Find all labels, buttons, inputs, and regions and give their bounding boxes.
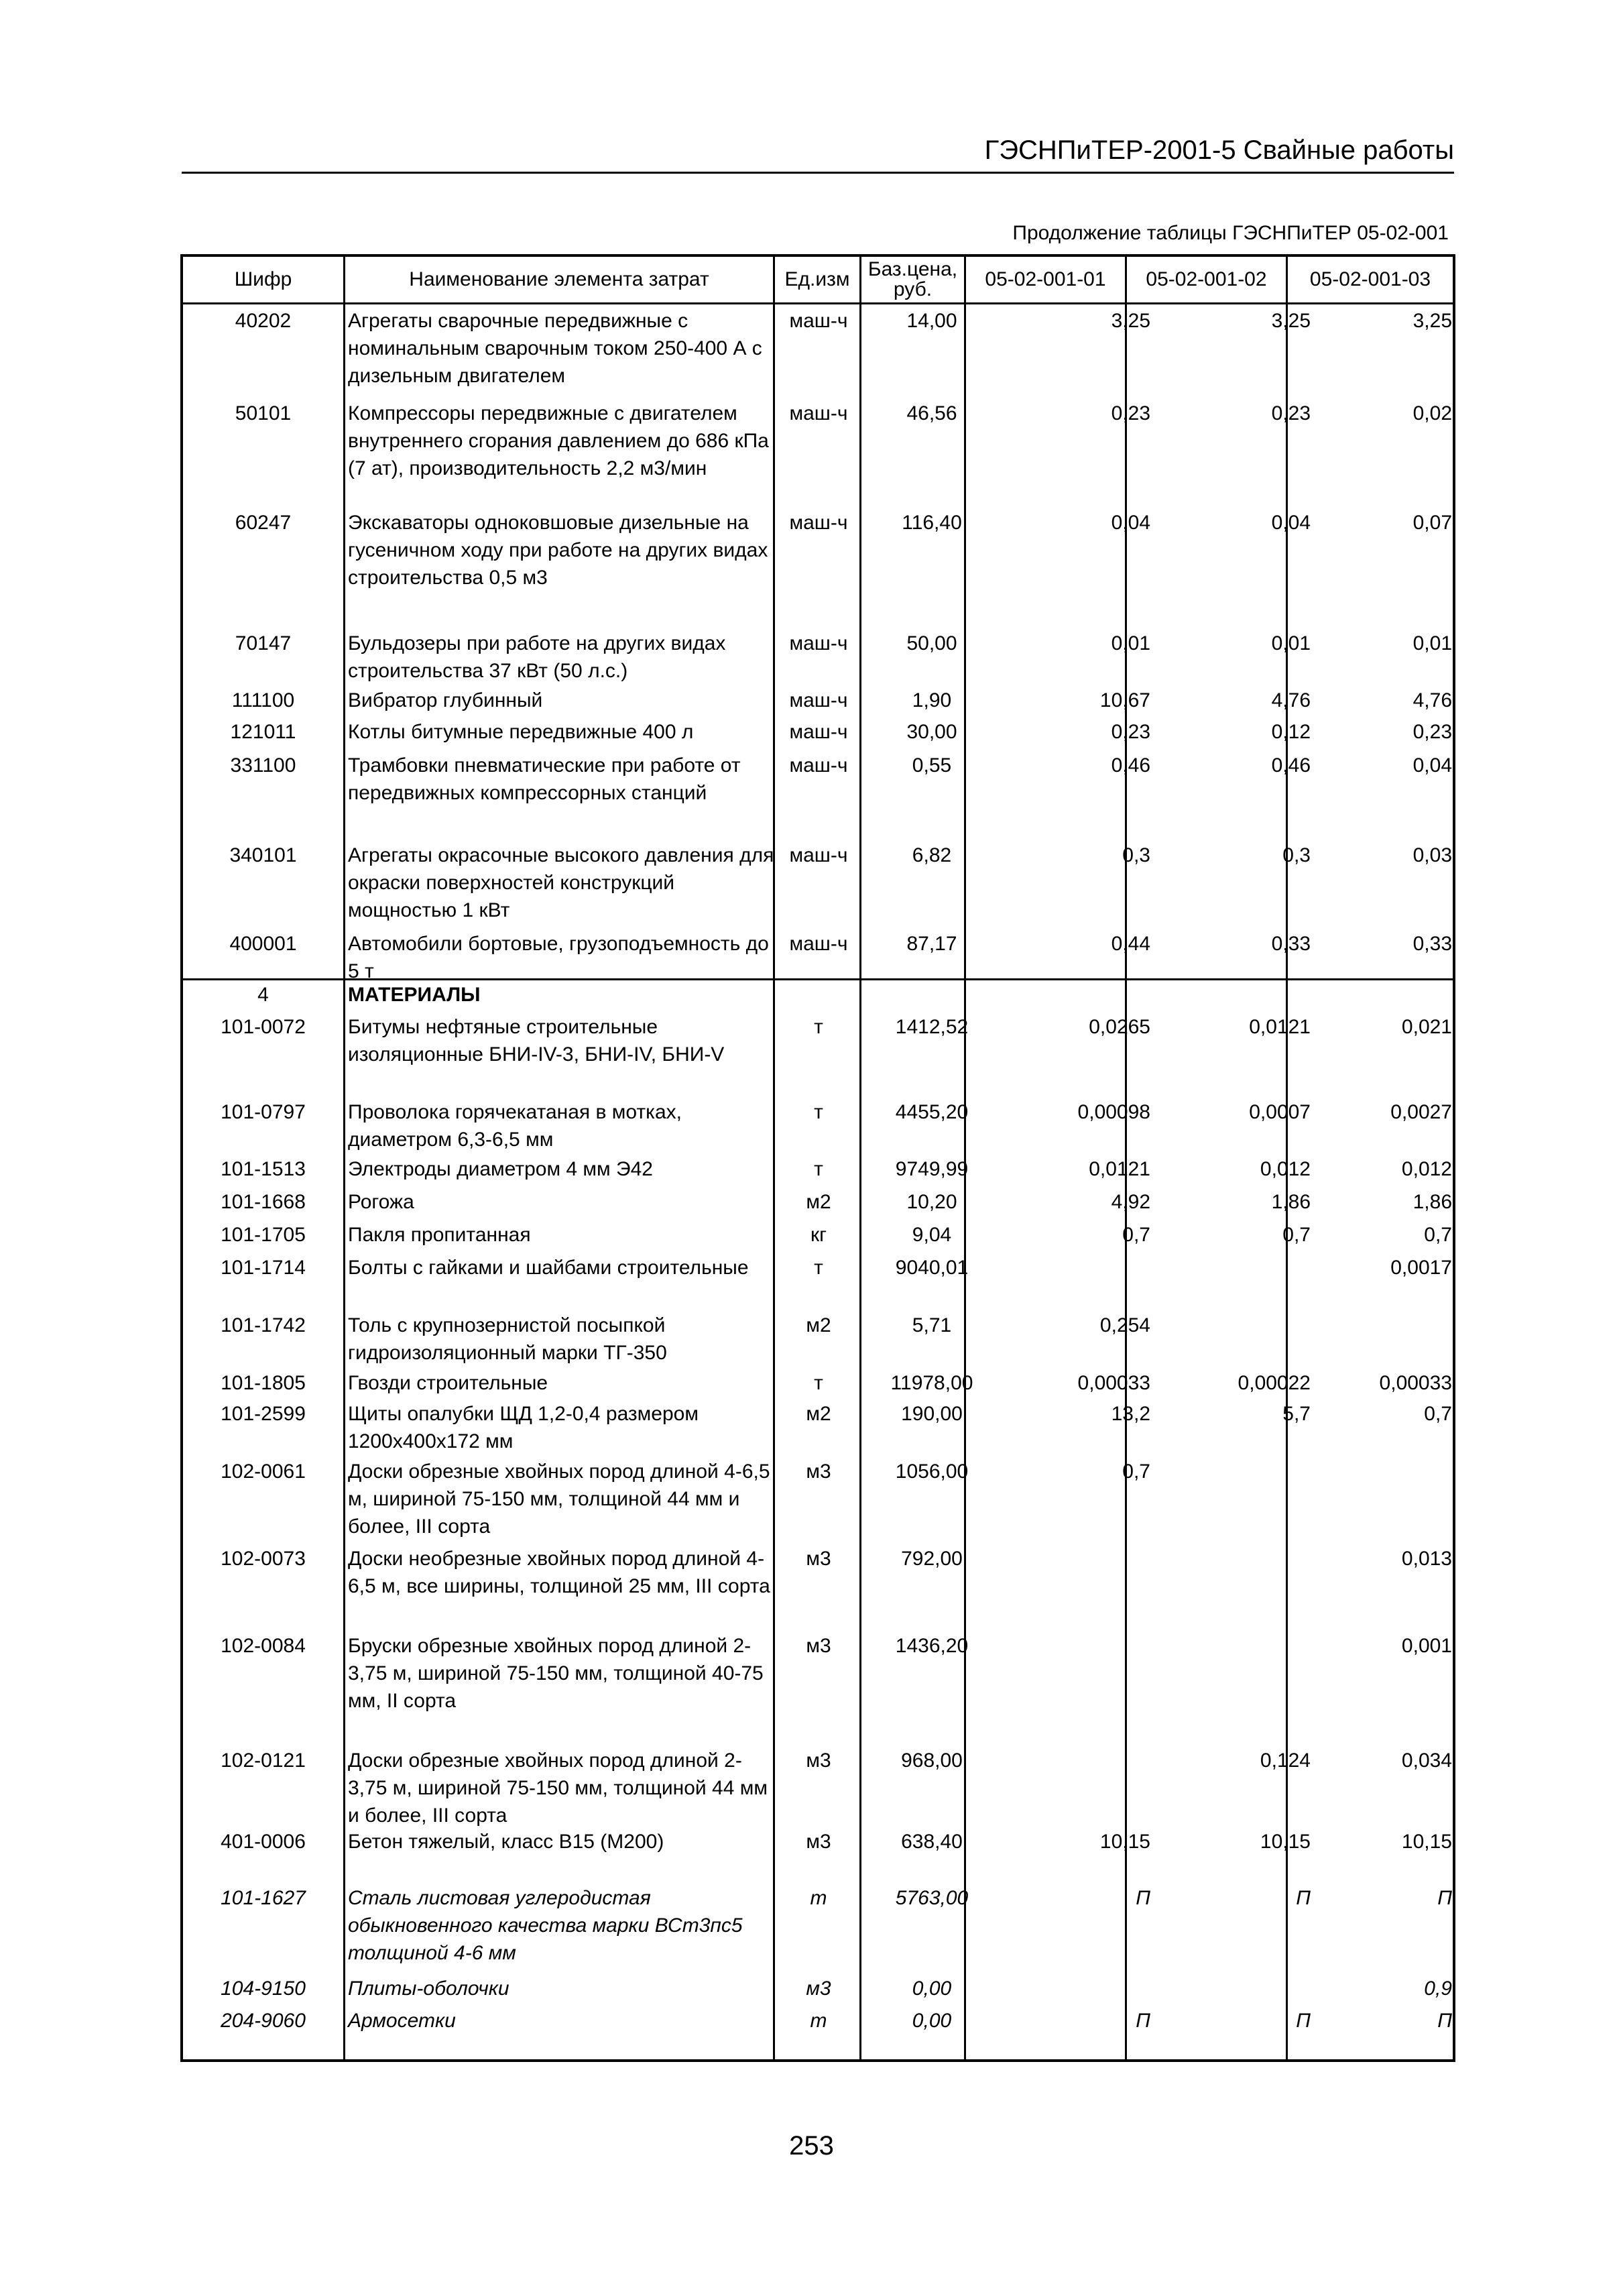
- cell-code: 111100: [231, 689, 295, 711]
- cell-code: 101-1742: [221, 1314, 306, 1336]
- cell-v2: 0,46: [1271, 754, 1311, 777]
- cell-v3: 0,7: [1424, 1224, 1452, 1246]
- cell-v3: 0,03: [1412, 844, 1452, 866]
- cell-v3: 0,021: [1401, 1016, 1452, 1038]
- cell-unit: маш-ч: [789, 402, 848, 424]
- cell-v3: 0,0017: [1390, 1257, 1452, 1279]
- cell-unit: маш-ч: [789, 844, 848, 866]
- cell-unit: маш-ч: [789, 689, 848, 711]
- cell-price: 9040,01: [895, 1257, 969, 1279]
- cell-name: Проволока горячекатаная в мотках, диаметром 6,3-6,5 мм: [348, 1101, 682, 1151]
- cell-code: 204-9060: [221, 2010, 306, 2032]
- header-v2: 05-02-001-02: [1146, 268, 1267, 290]
- cell-code: 102-0121: [221, 1749, 306, 1772]
- cell-v3: 0,04: [1412, 754, 1452, 777]
- page-header: [182, 131, 1454, 174]
- cell-v1: 0,0121: [1089, 1158, 1150, 1180]
- cell-v2: 0,23: [1271, 402, 1311, 424]
- cell-v3: 0,07: [1412, 512, 1452, 534]
- cell-v3: 0,0027: [1390, 1101, 1452, 1123]
- cell-price: 11978,00: [890, 1372, 973, 1394]
- cell-v3: 0,012: [1401, 1158, 1452, 1180]
- cell-name: Вибратор глубинный: [348, 689, 543, 711]
- cell-code: 101-1705: [221, 1224, 306, 1246]
- cell-code: 70147: [235, 632, 292, 654]
- cell-name: Толь с крупнозернистой посыпкой гидроизоляционный марки ТГ-350: [348, 1314, 667, 1364]
- cell-name: Доски обрезные хвойных пород длиной 2-3,75 м, шириной 75-150 мм, толщиной 44 мм и более, III сорта: [348, 1749, 768, 1827]
- cell-price: 87,17: [906, 933, 957, 955]
- cell-unit: маш-ч: [789, 512, 848, 534]
- cell-v1: 0,23: [1111, 402, 1150, 424]
- cell-name: Трамбовки пневматические при работе от передвижных компрессорных станций: [348, 754, 741, 804]
- cell-name: МАТЕРИАЛЫ: [348, 984, 481, 1006]
- cell-unit: т: [814, 1101, 823, 1123]
- cell-unit: кг: [810, 1224, 827, 1246]
- cell-unit: маш-ч: [789, 754, 848, 777]
- cell-v2: 1,86: [1271, 1191, 1311, 1213]
- cell-v2: 0,04: [1271, 512, 1311, 534]
- cell-v1: 0,01: [1111, 632, 1150, 654]
- cell-price: 4455,20: [895, 1101, 969, 1123]
- cell-name: Пакля пропитанная: [348, 1224, 531, 1246]
- header-v3: 05-02-001-03: [1309, 268, 1431, 290]
- cell-v2: 0,12: [1271, 721, 1311, 743]
- cell-unit: маш-ч: [789, 721, 848, 743]
- cell-v1: П: [1136, 2010, 1150, 2032]
- header-unit: Ед.изм: [784, 268, 850, 290]
- cell-v3: 0,001: [1401, 1635, 1452, 1657]
- cell-v3: 3,25: [1412, 310, 1452, 332]
- cell-code: 101-1627: [221, 1887, 306, 1909]
- cell-v1: П: [1136, 1887, 1150, 1909]
- cell-name: Битумы нефтяные строительные изоляционные БНИ-IV-3, БНИ-IV, БНИ-V: [348, 1016, 725, 1066]
- cell-name: Плиты-оболочки: [348, 1977, 509, 2000]
- page-number: 253: [789, 2131, 834, 2161]
- cell-v3: П: [1437, 2010, 1452, 2032]
- cell-v2: 0,01: [1271, 632, 1311, 654]
- cell-v2: 0,0121: [1249, 1016, 1311, 1038]
- cell-v2: 0,124: [1260, 1749, 1311, 1772]
- cell-unit: м3: [806, 1635, 831, 1657]
- cell-name: Агрегаты окрасочные высокого давления для окраски поверхностей конструкций мощностью 1 кВт: [348, 844, 774, 921]
- cell-v1: 0,254: [1099, 1314, 1150, 1336]
- cell-v3: 10,15: [1401, 1831, 1452, 1853]
- cell-name: Доски обрезные хвойных пород длиной 4-6,5 м, шириной 75-150 мм, толщиной 44 мм и более, III сорта: [348, 1460, 770, 1538]
- cell-code: 101-1805: [221, 1372, 306, 1394]
- cell-name: Сталь листовая углеродистая обыкновенного качества марки ВСт3пс5 толщиной 4-6 мм: [348, 1887, 743, 1964]
- cell-unit: м2: [806, 1314, 831, 1336]
- cell-v1: 0,7: [1122, 1460, 1150, 1483]
- cell-name: Болты с гайками и шайбами строительные: [348, 1257, 749, 1279]
- cell-code: 401-0006: [221, 1831, 306, 1853]
- cell-name: Рогожа: [348, 1191, 414, 1213]
- cell-v3: 0,7: [1424, 1403, 1452, 1425]
- cell-name: Компрессоры передвижные с двигателем внутреннего сгорания давлением до 686 кПа (7 ат), производительность 2,2 м3/мин: [348, 402, 769, 479]
- cell-v2: 10,15: [1260, 1831, 1311, 1853]
- column-divider: [343, 257, 345, 2059]
- cell-price: 792,00: [901, 1548, 963, 1570]
- cell-price: 1436,20: [895, 1635, 969, 1657]
- cell-price: 10,20: [906, 1191, 957, 1213]
- cell-price: 0,00: [912, 1977, 952, 2000]
- cell-v1: 13,2: [1111, 1403, 1150, 1425]
- cell-unit: м3: [806, 1977, 831, 2000]
- cell-v2: 0,0007: [1249, 1101, 1311, 1123]
- cell-price: 1412,52: [895, 1016, 969, 1038]
- cell-price: 30,00: [906, 721, 957, 743]
- cell-v1: 4,92: [1111, 1191, 1150, 1213]
- cost-table: [180, 254, 1455, 2062]
- cell-v3: 1,86: [1412, 1191, 1452, 1213]
- cell-name: Гвозди строительные: [348, 1372, 548, 1394]
- cell-code: 40202: [235, 310, 292, 332]
- cell-price: 9,04: [912, 1224, 952, 1246]
- cell-code: 331100: [230, 754, 296, 777]
- cell-v2: 4,76: [1271, 689, 1311, 711]
- cell-v1: 0,00098: [1077, 1101, 1150, 1123]
- cell-code: 340101: [229, 844, 297, 866]
- cell-v1: 0,3: [1122, 844, 1150, 866]
- cell-v2: 0,7: [1282, 1224, 1311, 1246]
- cell-v1: 10,67: [1099, 689, 1150, 711]
- cell-code: 60247: [235, 512, 292, 534]
- cell-v3: 0,01: [1412, 632, 1452, 654]
- cell-code: 50101: [235, 402, 292, 424]
- cell-name: Доски необрезные хвойных пород длиной 4-6,5 м, все ширины, толщиной 25 мм, III сорта: [348, 1548, 770, 1597]
- cell-price: 14,00: [906, 310, 957, 332]
- cell-price: 0,00: [912, 2010, 952, 2032]
- cell-code: 101-2599: [221, 1403, 306, 1425]
- cell-name: Агрегаты сварочные передвижные с номинальным сварочным током 250-400 А с дизельным двигателем: [348, 310, 762, 387]
- header-code: Шифр: [234, 268, 292, 290]
- table-caption: Продолжение таблицы ГЭСНПиТЕР 05-02-001: [1012, 222, 1449, 244]
- cell-price: 968,00: [901, 1749, 963, 1772]
- cell-v1: 10,15: [1099, 1831, 1150, 1853]
- cell-v1: 0,44: [1111, 933, 1150, 955]
- cell-name: Бетон тяжелый, класс В15 (М200): [348, 1831, 664, 1853]
- header-divider: [183, 302, 1453, 304]
- cell-v3: 0,02: [1412, 402, 1452, 424]
- cell-unit: маш-ч: [789, 632, 848, 654]
- cell-code: 104-9150: [221, 1977, 306, 2000]
- cell-unit: т: [810, 2010, 827, 2032]
- cell-v3: 0,034: [1401, 1749, 1452, 1772]
- cell-unit: м2: [806, 1191, 831, 1213]
- cell-name: Щиты опалубки ЩД 1,2-0,4 размером 1200x400x172 мм: [348, 1403, 699, 1452]
- cell-name: Экскаваторы одноковшовые дизельные на гусеничном ходу при работе на других видах строительства 0,5 м3: [348, 512, 768, 589]
- cell-price: 1,90: [912, 689, 952, 711]
- cell-v1: 0,04: [1111, 512, 1150, 534]
- cell-unit: м2: [806, 1403, 831, 1425]
- cell-unit: т: [814, 1016, 823, 1038]
- cell-price: 6,82: [912, 844, 952, 866]
- cell-unit: маш-ч: [789, 310, 848, 332]
- header-name: Наименование элемента затрат: [409, 268, 709, 290]
- cell-price: 0,55: [912, 754, 952, 777]
- cell-name: Бульдозеры при работе на других видах строительства 37 кВт (50 л.с.): [348, 632, 726, 682]
- cell-code: 400001: [229, 933, 297, 955]
- cell-v1: 0,00033: [1077, 1372, 1150, 1394]
- cell-name: Электроды диаметром 4 мм Э42: [348, 1158, 653, 1180]
- cell-v2: 5,7: [1282, 1403, 1311, 1425]
- cell-v3: 0,23: [1412, 721, 1452, 743]
- cell-v3: 0,33: [1412, 933, 1452, 955]
- header-v1: 05-02-001-01: [985, 268, 1106, 290]
- cell-code: 101-1714: [221, 1257, 306, 1279]
- cell-unit: м3: [806, 1460, 831, 1483]
- cell-unit: т: [814, 1257, 823, 1279]
- cell-v3: 0,013: [1401, 1548, 1452, 1570]
- cell-code: 121011: [230, 721, 296, 743]
- cell-name: Автомобили бортовые, грузоподъемность до 5 т: [348, 933, 769, 982]
- cell-v3: 0,00033: [1379, 1372, 1452, 1394]
- cell-v1: 0,46: [1111, 754, 1150, 777]
- cell-v2: П: [1296, 1887, 1311, 1909]
- cell-v1: 3,25: [1111, 310, 1150, 332]
- cell-v3: 4,76: [1412, 689, 1452, 711]
- cell-v2: 0,00022: [1238, 1372, 1311, 1394]
- cell-code: 102-0073: [221, 1548, 306, 1570]
- cell-price: 50,00: [906, 632, 957, 654]
- cell-v2: П: [1296, 2010, 1311, 2032]
- cell-price: 46,56: [906, 402, 957, 424]
- cell-v2: 0,3: [1282, 844, 1311, 866]
- cell-price: 5,71: [912, 1314, 952, 1336]
- cell-unit: м3: [806, 1831, 831, 1853]
- cell-v3: 0,9: [1424, 1977, 1452, 2000]
- cell-name: Бруски обрезные хвойных пород длиной 2-3,75 м, шириной 75-150 мм, толщиной 40-75 мм, II сорта: [348, 1635, 764, 1712]
- cell-unit: т: [814, 1158, 823, 1180]
- cell-code: 101-0797: [221, 1101, 306, 1123]
- cell-price: 1056,00: [895, 1460, 969, 1483]
- cell-price: 638,40: [901, 1831, 963, 1853]
- header-price: Баз.цена, руб.: [867, 258, 958, 300]
- cell-unit: м3: [806, 1749, 831, 1772]
- cell-v2: 0,012: [1260, 1158, 1311, 1180]
- cell-name: Котлы битумные передвижные 400 л: [348, 721, 694, 743]
- document-title: ГЭСНПиТЕР-2001-5 Свайные работы: [984, 135, 1454, 165]
- cell-unit: маш-ч: [789, 933, 848, 955]
- cell-price: 116,40: [902, 512, 962, 534]
- cell-v1: 0,7: [1122, 1224, 1150, 1246]
- cell-unit: м3: [806, 1548, 831, 1570]
- cell-price: 9749,99: [895, 1158, 969, 1180]
- cell-code: 4: [257, 984, 269, 1006]
- cell-v3: П: [1437, 1887, 1452, 1909]
- cell-code: 101-1513: [221, 1158, 306, 1180]
- cell-name: Армосетки: [348, 2010, 456, 2032]
- cell-price: 5763,00: [895, 1887, 969, 1909]
- cell-v2: 3,25: [1271, 310, 1311, 332]
- cell-v1: 0,23: [1111, 721, 1150, 743]
- cell-unit: т: [814, 1372, 823, 1394]
- cell-v2: 0,33: [1271, 933, 1311, 955]
- cell-code: 102-0084: [221, 1635, 306, 1657]
- cell-code: 102-0061: [221, 1460, 306, 1483]
- cell-unit: т: [810, 1887, 827, 1909]
- cell-code: 101-0072: [221, 1016, 306, 1038]
- cell-price: 190,00: [901, 1403, 963, 1425]
- cell-code: 101-1668: [221, 1191, 306, 1213]
- cell-v1: 0,0265: [1089, 1016, 1150, 1038]
